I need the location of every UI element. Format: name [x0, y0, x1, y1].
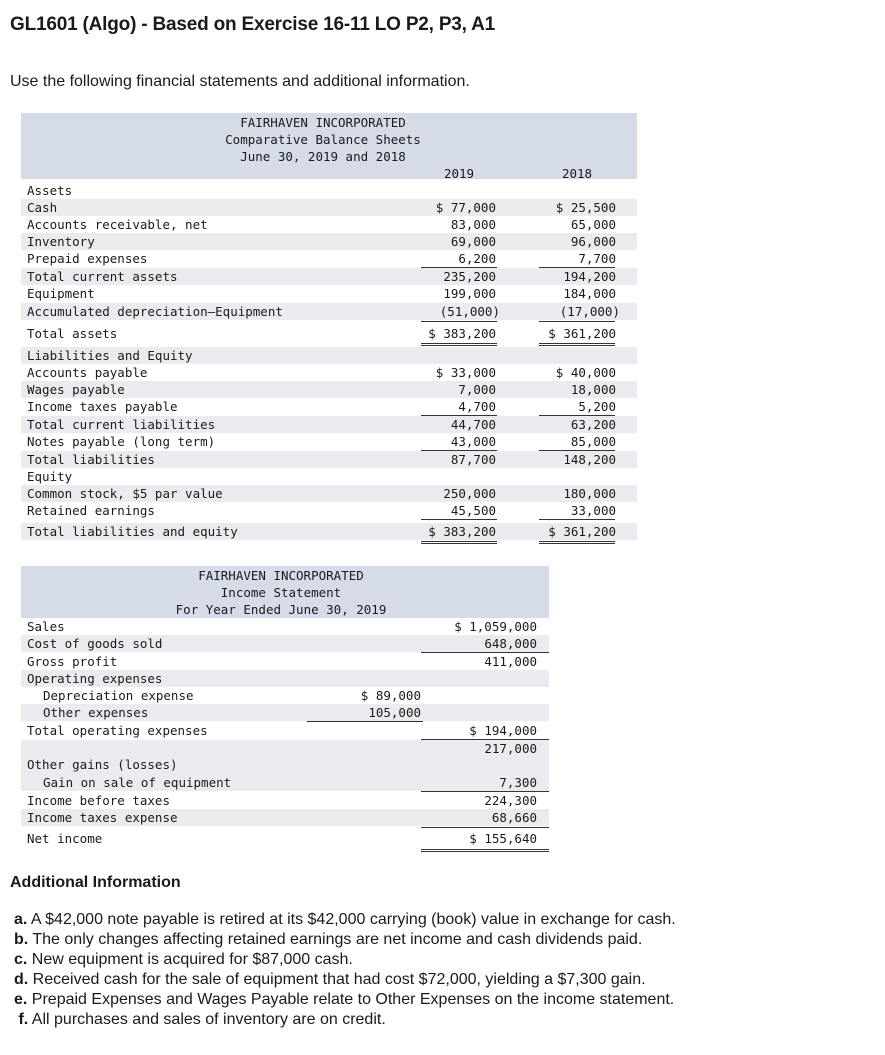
balance-sheet-date: June 30, 2019 and 2018 [240, 149, 406, 164]
operating-expenses-heading-row [21, 670, 549, 687]
value-2019: $ 77,000 [435, 200, 496, 215]
additional-information-heading: Additional Information [10, 874, 181, 891]
value-2019: 45,500 [450, 503, 496, 518]
other-expenses-row [21, 704, 549, 721]
income-statement-company: FAIRHAVEN INCORPORATED [198, 568, 364, 583]
value-2019: 7,000 [458, 382, 496, 397]
detail-value: 105,000 [368, 705, 421, 720]
income-statement [21, 566, 549, 856]
value-2018: 63,200 [570, 417, 616, 432]
value-2019: 87,700 [450, 452, 496, 467]
row-label: Gain on sale of equipment [43, 775, 232, 790]
balance-sheet [21, 113, 637, 549]
depreciation-expense-row [21, 687, 549, 704]
value-2019: 69,000 [450, 234, 496, 249]
income-statement-period: For Year Ended June 30, 2019 [175, 602, 387, 617]
row-label: Inventory [27, 234, 95, 249]
value-2018: 18,000 [570, 382, 616, 397]
double-underline [421, 541, 497, 544]
total-current-assets-row [21, 268, 637, 285]
total-value: 7,300 [499, 775, 537, 790]
value-2018: 194,200 [563, 269, 616, 284]
cash-row [21, 199, 637, 216]
accounts-payable-row [21, 364, 637, 381]
value-2019: 43,000 [450, 434, 496, 449]
row-label: Common stock, $5 par value [27, 486, 223, 501]
list-item [14, 1010, 676, 1030]
underline [421, 519, 497, 520]
row-label: Wages payable [27, 382, 125, 397]
list-item [14, 930, 676, 950]
row-label: Gross profit [27, 654, 118, 669]
cost-of-goods-sold-row [21, 635, 549, 652]
liabilities-equity-heading-row [21, 347, 637, 364]
value-2019: 44,700 [450, 417, 496, 432]
row-label: Accounts receivable, net [27, 217, 208, 232]
total-value: $ 1,059,000 [454, 619, 537, 634]
double-underline [421, 849, 549, 852]
column-header-2019: 2019 [443, 166, 475, 181]
double-underline [539, 541, 615, 544]
total-value: 411,000 [484, 654, 537, 669]
list-item [14, 970, 676, 990]
value-2018: 7,700 [578, 251, 616, 266]
list-item [14, 910, 676, 930]
item-letter: a. [14, 911, 28, 928]
income-statement-title: Income Statement [220, 585, 342, 600]
value-2018: 5,200 [578, 399, 616, 414]
list-item [14, 990, 676, 1010]
income-taxes-expense-row [21, 809, 549, 826]
retained-earnings-row [21, 502, 637, 519]
row-label: Accounts payable [27, 365, 148, 380]
total-current-liabilities-row [21, 416, 637, 433]
row-label: Net income [27, 831, 103, 846]
row-label: Sales [27, 619, 65, 634]
row-label: Total assets [27, 326, 118, 341]
row-label: Retained earnings [27, 503, 155, 518]
total-operating-expenses-row [21, 722, 549, 739]
detail-value: $ 89,000 [360, 688, 421, 703]
subtotal-row [21, 740, 549, 757]
common-stock-row [21, 485, 637, 502]
row-label: Assets [27, 183, 73, 198]
item-letter: c. [14, 951, 28, 968]
total-value: 224,300 [484, 793, 537, 808]
page-title: GL1601 (Algo) - Based on Exercise 16-11 LO P2, P3, A1 [10, 14, 496, 35]
row-label: Income taxes payable [27, 399, 178, 414]
total-value: $ 194,000 [469, 723, 537, 738]
item-letter: b. [14, 931, 29, 948]
row-label: Equipment [27, 286, 95, 301]
value-2019: 4,700 [458, 399, 496, 414]
value-2019: 199,000 [443, 286, 496, 301]
double-underline [421, 343, 497, 346]
notes-payable-row [21, 433, 637, 450]
value-2018: 85,000 [570, 434, 616, 449]
underline [539, 519, 615, 520]
other-gains-heading-row [21, 756, 549, 773]
inventory-row [21, 233, 637, 250]
row-label: Total liabilities [27, 452, 155, 467]
value-2018: $ 361,200 [548, 524, 616, 539]
value-2018: $ 40,000 [555, 365, 616, 380]
value-2019: (51,000) [439, 304, 500, 319]
row-label: Prepaid expenses [27, 251, 148, 266]
row-label: Notes payable (long term) [27, 434, 216, 449]
equity-heading-row [21, 468, 637, 485]
value-2018: $ 25,500 [555, 200, 616, 215]
net-income-row [21, 830, 549, 847]
double-underline [539, 343, 615, 346]
row-label: Total current assets [27, 269, 178, 284]
additional-information-list [14, 910, 676, 1030]
row-label: Equity [27, 469, 73, 484]
value-2019: 83,000 [450, 217, 496, 232]
row-label: Total operating expenses [27, 723, 208, 738]
row-label: Liabilities and Equity [27, 348, 193, 363]
value-2018: 65,000 [570, 217, 616, 232]
value-2018: 148,200 [563, 452, 616, 467]
row-label: Depreciation expense [43, 688, 194, 703]
row-label: Total current liabilities [27, 417, 216, 432]
row-label: Operating expenses [27, 671, 163, 686]
row-label: Total liabilities and equity [27, 524, 238, 539]
assets-heading-row [21, 182, 637, 199]
item-letter: d. [14, 971, 29, 988]
intro-text: Use the following financial statements and additional information. [10, 73, 470, 90]
value-2019: 250,000 [443, 486, 496, 501]
column-header-2018: 2018 [561, 166, 593, 181]
value-2018: 184,000 [563, 286, 616, 301]
row-label: Income before taxes [27, 793, 170, 808]
gain-on-sale-row [21, 774, 549, 791]
row-label: Cash [27, 200, 58, 215]
item-text: A $42,000 note payable is retired at its $42,000 carrying (book) value in exchange for cash. [30, 911, 676, 928]
income-before-taxes-row [21, 792, 549, 809]
value-2018: (17,000) [559, 304, 620, 319]
accumulated-depreciation-row [21, 303, 637, 320]
value-2018: 180,000 [563, 486, 616, 501]
value-2019: $ 383,200 [428, 326, 496, 341]
underline [421, 827, 549, 828]
item-text: All purchases and sales of inventory are on credit. [31, 1011, 386, 1028]
underline [421, 321, 497, 322]
row-label: Income taxes expense [27, 810, 178, 825]
total-assets-row [21, 325, 637, 342]
sales-row [21, 618, 549, 635]
row-label: Other gains (losses) [27, 757, 178, 772]
item-text: Received cash for the sale of equipment that had cost $72,000, yielding a $7,300 gain. [32, 971, 646, 988]
value-2018: 96,000 [570, 234, 616, 249]
row-label: Other expenses [43, 705, 149, 720]
prepaid-expenses-row [21, 250, 637, 267]
wages-payable-row [21, 381, 637, 398]
gross-profit-row [21, 653, 549, 670]
accounts-receivable-row [21, 216, 637, 233]
row-label: Accumulated depreciation—Equipment [27, 304, 283, 319]
equipment-row [21, 285, 637, 302]
total-value: $ 155,640 [469, 831, 537, 846]
value-2018: $ 361,200 [548, 326, 616, 341]
value-2018: 33,000 [570, 503, 616, 518]
list-item [14, 950, 676, 970]
underline [539, 321, 615, 322]
balance-sheet-statement: Comparative Balance Sheets [225, 132, 421, 147]
total-value: 648,000 [484, 636, 537, 651]
value-2019: $ 383,200 [428, 524, 496, 539]
value-2019: 6,200 [458, 251, 496, 266]
row-label: Cost of goods sold [27, 636, 163, 651]
total-liabilities-equity-row [21, 523, 637, 540]
income-taxes-payable-row [21, 398, 637, 415]
total-liabilities-row [21, 451, 637, 468]
total-value: 217,000 [484, 741, 537, 756]
item-text: Prepaid Expenses and Wages Payable relate to Other Expenses on the income statement. [31, 991, 675, 1008]
item-text: The only changes affecting retained earnings are net income and cash dividends paid. [32, 931, 643, 948]
value-2019: $ 33,000 [435, 365, 496, 380]
value-2019: 235,200 [443, 269, 496, 284]
item-letter: f. [18, 1011, 29, 1028]
item-text: New equipment is acquired for $87,000 cash. [31, 951, 353, 968]
total-value: 68,660 [491, 810, 537, 825]
balance-sheet-company: FAIRHAVEN INCORPORATED [240, 115, 406, 130]
item-letter: e. [14, 991, 28, 1008]
